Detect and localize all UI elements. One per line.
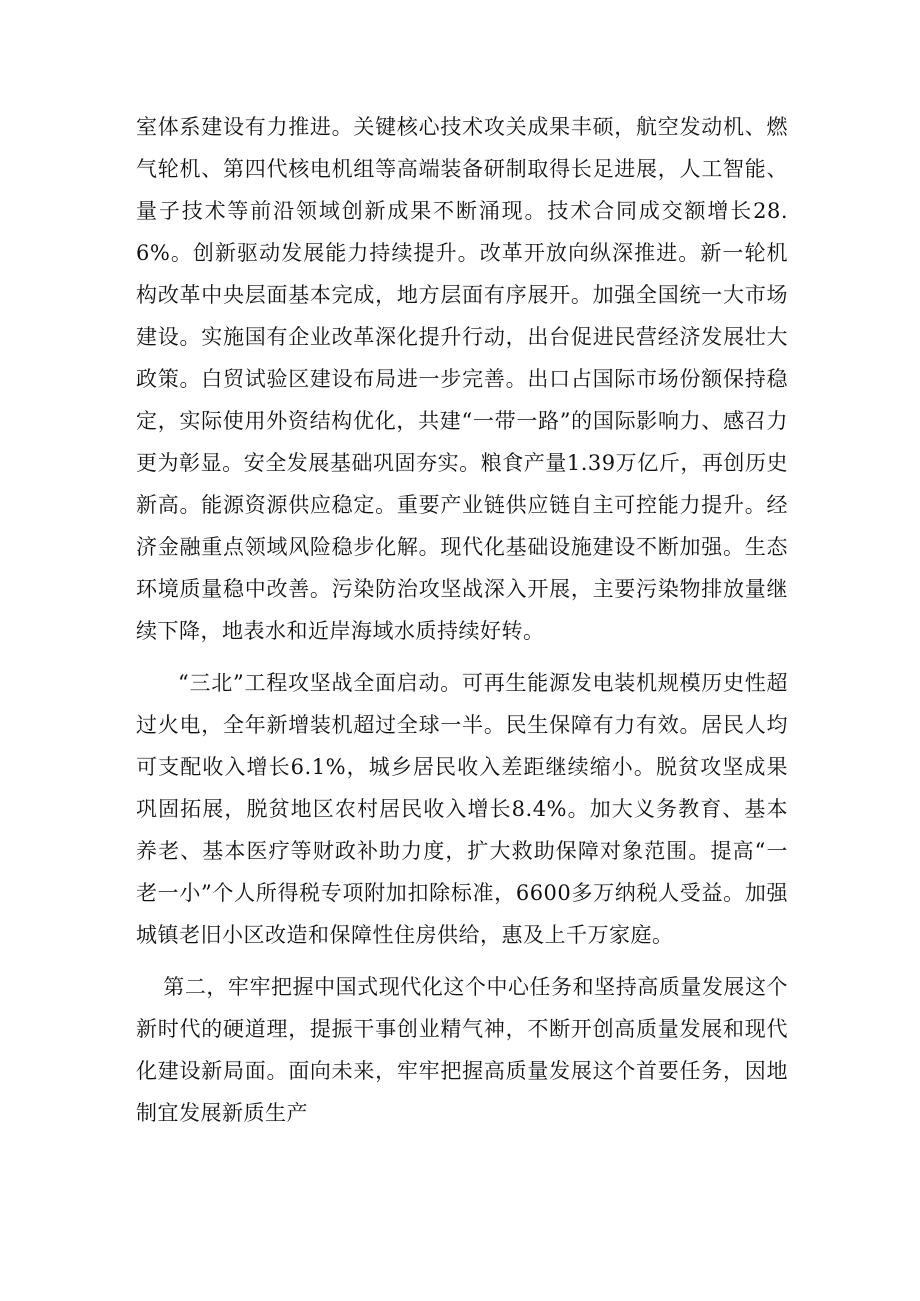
paragraph-2: “三北”工程攻坚战全面启动。可再生能源发电装机规模历史性超过火电，全年新增装机超过全球一半。民生保障有力有效。居民人均可支配收入增长6.1%，城乡居民收入差距继续缩小。脱贫攻坚成果巩固拓展，脱贫地区农村居民收入增长8.4%。加大义务教育、基本养老、基本医疗等财政补助力度，扩大救助保障对象范围。提高“一老一小”个人所得税专项附加扣除标准，6600多万纳税人受益。加强城镇老旧小区改造和保障性住房供给，惠及上千万家庭。 — [136, 671, 788, 947]
paragraph-1: 室体系建设有力推进。关键核心技术攻关成果丰硕，航空发动机、燃气轮机、第四代核电机组等高端装备研制取得长足进展，人工智能、量子技术等前沿领域创新成果不断涌现。技术合同成交额增长28.6%。创新驱动发展能力持续提升。改革开放向纵深推进。新一轮机构改革中央层面基本完成，地方层面有序展开。加强全国统一大市场建设。实施国有企业改革深化提升行动，出台促进民营经济发展壮大政策。白贸试验区建设布局进一步完善。出口占国际市场份额保持稳定，实际使用外资结构优化，共建“一带一路”的国际影响力、感召力更为彰显。安全发展基础巩固夯实。粮食产量1.39万亿斤，再创历史新高。能源资源供应稳定。重要产业链供应链自主可控能力提升。经济金融重点领域风险稳步化解。现代化基础设施建设不断加强。生态环境质量稳中改善。污染防治攻坚战深入开展，主要污染物排放量继续下降，地表水和近岸海域水质持续好转。 — [136, 115, 788, 643]
paragraph-3: 第二，牢牢把握中国式现代化这个中心任务和坚持高质量发展这个新时代的硬道理，提振干事创业精气神，不断开创高质量发展和现代化建设新局面。面向未来，牢牢把握高质量发展这个首要任务，因地制宜发展新质生产 — [136, 975, 788, 1125]
document-body — [136, 106, 788, 1134]
